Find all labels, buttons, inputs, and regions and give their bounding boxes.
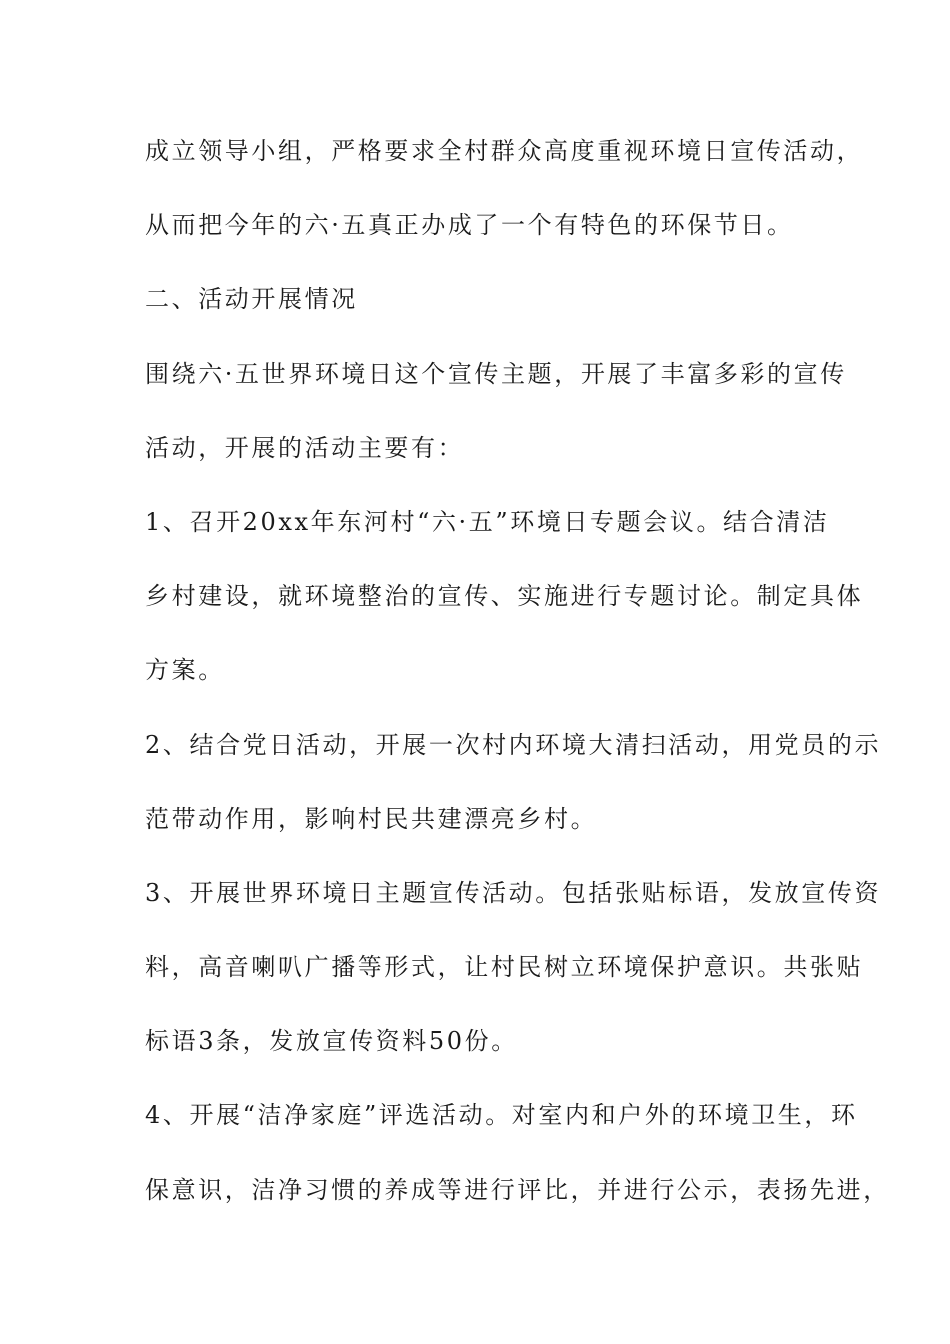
- list-item-1-line: 乡村建设，就环境整治的宣传、实施进行专题讨论。制定具体: [145, 582, 864, 611]
- list-item-1-line: 1、召开20xx年东河村“六·五”环境日专题会议。结合清洁: [145, 507, 830, 536]
- list-item-4-line: 保意识，洁净习惯的养成等进行评比，并进行公示，表扬先进，: [145, 1175, 890, 1204]
- list-item-1-line: 方案。: [145, 656, 225, 685]
- text-line: 从而把今年的六·五真正办成了一个有特色的环保节日。: [145, 211, 794, 240]
- list-item-3-line: 料，高音喇叭广播等形式，让村民树立环境保护意识。共张贴: [145, 953, 864, 982]
- text-line: 围绕六·五世界环境日这个宣传主题，开展了丰富多彩的宣传: [145, 359, 847, 388]
- text-line: 活动，开展的活动主要有：: [145, 433, 465, 462]
- list-item-4-line: 4、开展“洁净家庭”评选活动。对室内和户外的环境卫生，环: [145, 1101, 858, 1130]
- document-body: [145, 125, 890, 1238]
- text-line: 成立领导小组，严格要求全村群众高度重视环境日宣传活动，: [145, 137, 864, 165]
- list-item-2-line: 2、结合党日活动，开展一次村内环境大清扫活动，用党员的示: [145, 730, 882, 759]
- list-item-3-line: 标语3条，发放宣传资料50份。: [145, 1027, 518, 1056]
- section-heading: 二、活动开展情况: [145, 285, 358, 314]
- list-item-3-line: 3、开展世界环境日主题宣传活动。包括张贴标语，发放宣传资: [145, 878, 882, 907]
- list-item-2-line: 范带动作用，影响村民共建漂亮乡村。: [145, 804, 598, 833]
